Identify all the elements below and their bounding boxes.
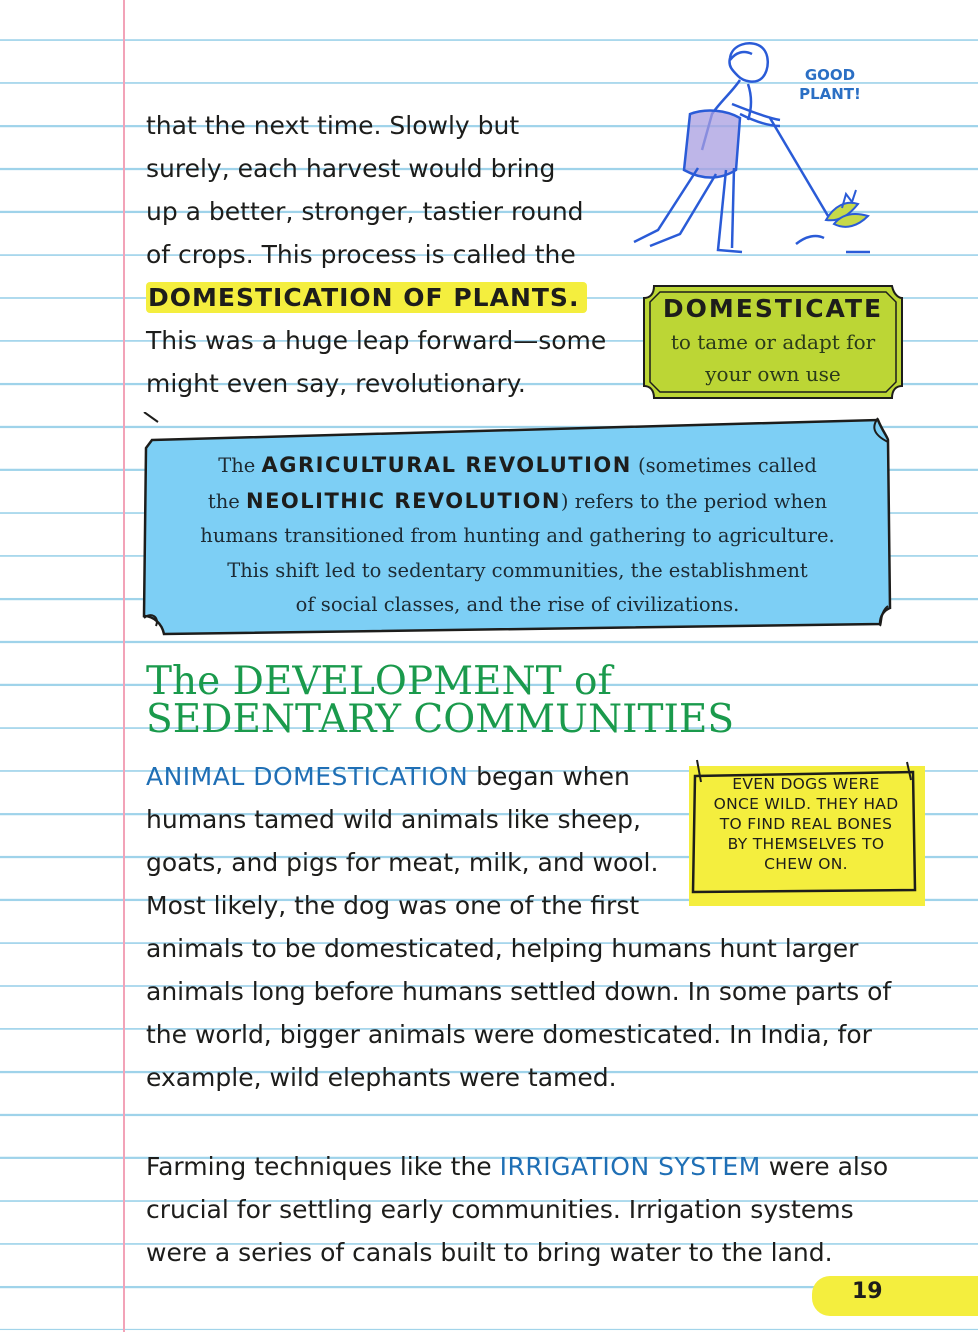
intro-line: This was a huge leap forward—some [146, 326, 607, 355]
animals-line: the world, bigger animals were domesticated. In India, for [146, 1020, 872, 1049]
notebook-margin-line [123, 0, 125, 1332]
note-line: ONCE WILD. THEY HAD [713, 795, 899, 813]
animals-line: goats, and pigs for meat, milk, and wool. [146, 848, 659, 877]
info-line: of social classes, and the rise of civilizations. [295, 593, 740, 616]
intro-line: that the next time. Slowly but [146, 111, 520, 140]
intro-paragraph [146, 104, 606, 405]
info-line [160, 484, 875, 520]
farming-text: Farming techniques like the [146, 1152, 500, 1181]
note-line: CHEW ON. [764, 855, 848, 873]
note-text [697, 774, 915, 874]
info-line: humans transitioned from hunting and gathering to agriculture. [200, 524, 835, 547]
animals-line: Most likely, the dog was one of the first [146, 891, 640, 920]
section-title-line: The DEVELOPMENT of [146, 659, 612, 704]
intro-line: of crops. This process is called the [146, 240, 576, 269]
farming-text: were also [760, 1152, 889, 1181]
farming-line: were a series of canals built to bring water to the land. [146, 1238, 833, 1267]
animal-domestication-term: ANIMAL DOMESTICATION [146, 762, 469, 791]
note-line: EVEN DOGS WERE [732, 775, 880, 793]
agricultural-revolution-text [160, 448, 875, 623]
note-line: BY THEMSELVES TO [727, 835, 885, 853]
info-line: This shift led to sedentary communities, the establishment [227, 558, 808, 582]
info-text: the [207, 489, 246, 513]
agricultural-revolution-term: AGRICULTURAL REVOLUTION [261, 453, 632, 477]
intro-line: surely, each harvest would bring [146, 154, 556, 183]
domestication-of-plants-term [146, 282, 587, 313]
note-line: TO FIND REAL BONES [719, 815, 893, 833]
definition-line: to tame or adapt for [670, 330, 876, 354]
section-title [146, 659, 735, 742]
farming-paragraph [146, 1145, 888, 1274]
intro-line: up a better, stronger, tastier round [146, 197, 584, 226]
irrigation-system-term: IRRIGATION SYSTEM [499, 1152, 761, 1181]
agricultural-revolution-box [140, 412, 895, 642]
farming-line: crucial for settling early communities. Irrigation systems [146, 1195, 854, 1224]
info-text: ) refers to the period when [560, 489, 828, 513]
page-number-highlight [812, 1276, 978, 1316]
intro-highlight-line [146, 276, 606, 319]
definition-line: your own use [705, 362, 841, 386]
definition-card [642, 282, 904, 402]
highlight-term-period: . [568, 283, 580, 312]
animals-line: animals long before humans settled down. In some parts of [146, 977, 892, 1006]
farming-first-line [146, 1145, 888, 1188]
page-number: 19 [852, 1279, 883, 1304]
definition-text [642, 326, 904, 390]
info-text: (sometimes called [631, 454, 817, 477]
highlight-term-text: DOMESTICATION OF PLANTS [148, 283, 569, 312]
section-title-line: SEDENTARY COMMUNITIES [146, 697, 735, 742]
dogs-note [683, 758, 927, 908]
animals-text: began when [468, 762, 630, 791]
intro-line: might even say, revolutionary. [146, 369, 526, 398]
speech-text: GOOD PLANT! [799, 66, 861, 103]
animals-line: example, wild elephants were tamed. [146, 1063, 617, 1092]
animals-line: humans tamed wild animals like sheep, [146, 805, 641, 834]
definition-term: DOMESTICATE [662, 294, 884, 323]
info-line [160, 448, 875, 484]
info-text: The [218, 454, 262, 477]
animals-line: animals to be domesticated, helping humans hunt larger [146, 934, 859, 963]
neolithic-revolution-term: NEOLITHIC REVOLUTION [246, 488, 561, 513]
